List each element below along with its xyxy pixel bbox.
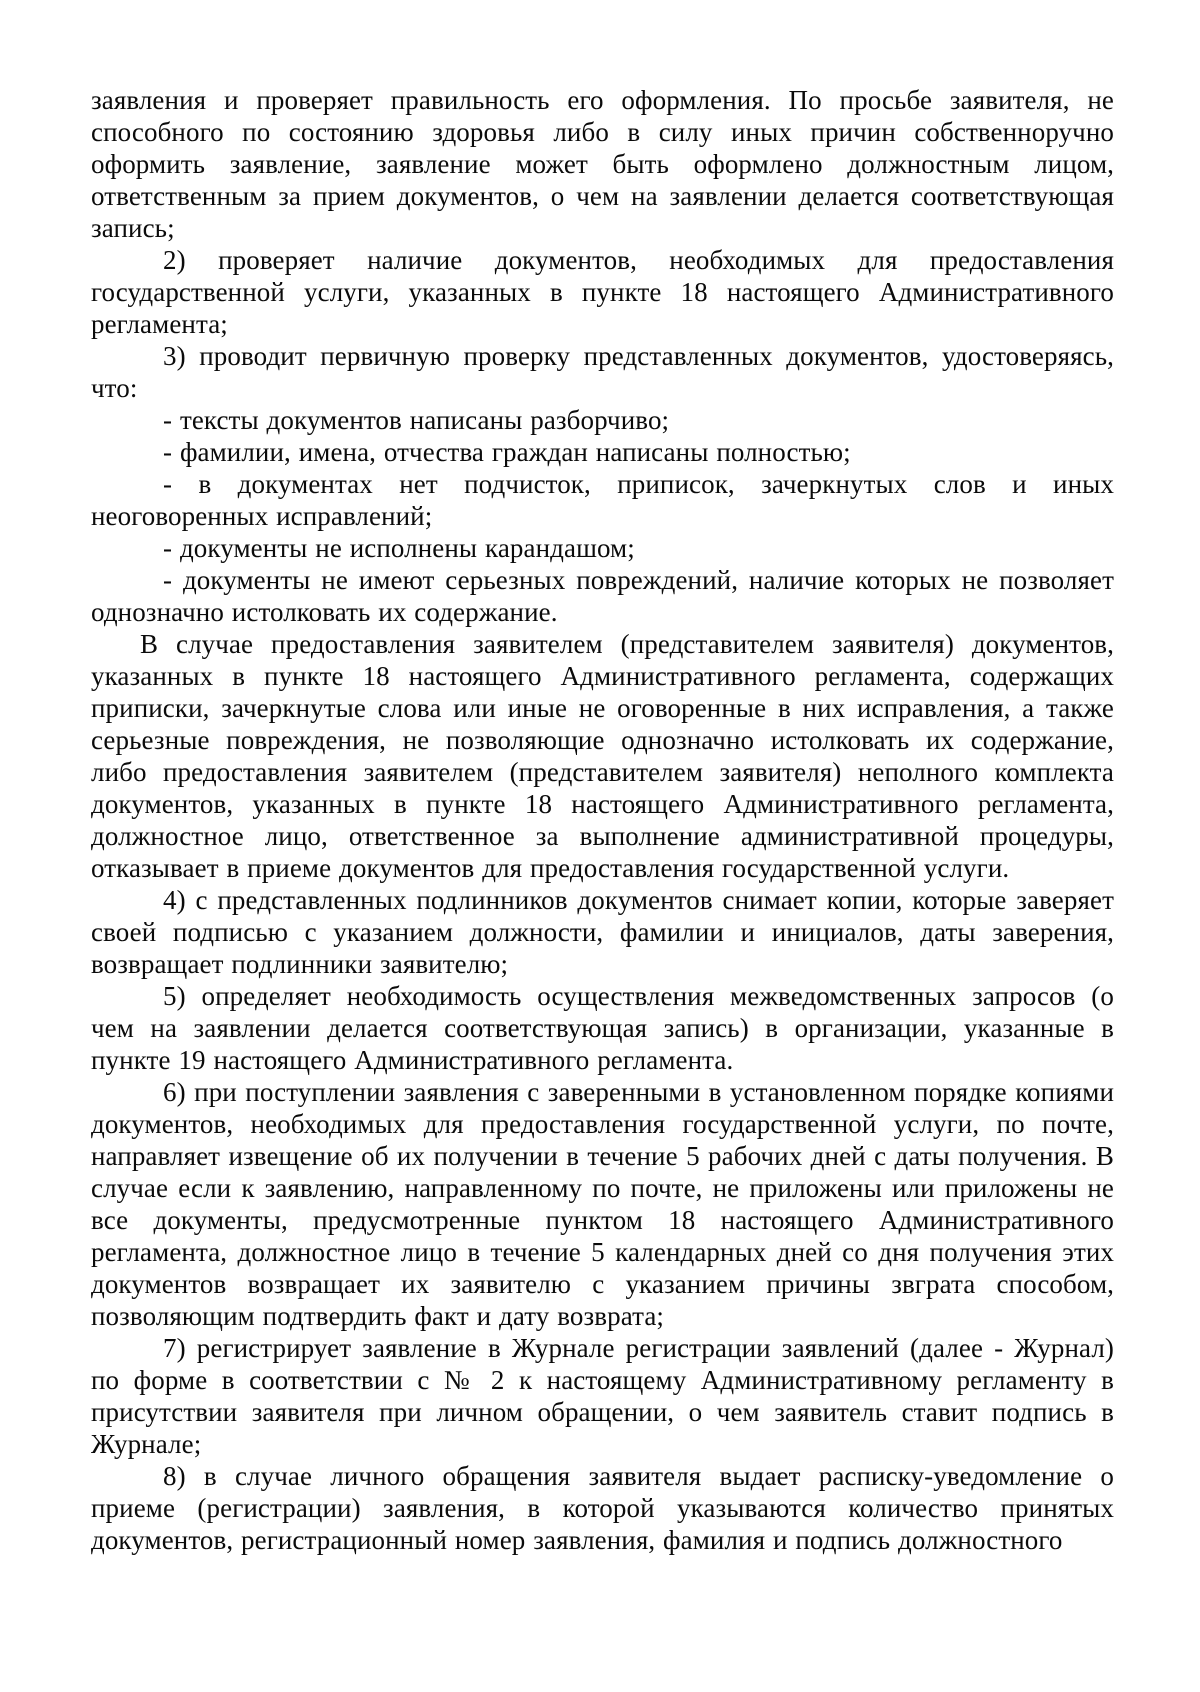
paragraph-item-4: 4) с представленных подлинников документов снимает копии, которые заверяет своей подписью с указанием должности, фамилии и инициалов, даты заверения, возвращает подлинники заявителю; <box>91 885 1114 979</box>
paragraph-item-5: 5) определяет необходимость осуществления межведомственных запросов (о чем на заявлении делается соответствующая запись) в организации, указанные в пункте 19 настоящего Административного регламента. <box>91 981 1114 1075</box>
list-item-no-corrections: - в документах нет подчисток, приписок, зачеркнутых слов и иных неоговоренных исправлений; <box>91 469 1114 531</box>
paragraph-item-3: 3) проводит первичную проверку представленных документов, удостоверяясь, что: <box>91 341 1114 403</box>
list-item-legible: - тексты документов написаны разборчиво; <box>163 405 670 435</box>
paragraph-item-7: 7) регистрирует заявление в Журнале регистрации заявлений (далее - Журнал) по форме в соответствии с № 2 к настоящему Административному регламенту в присутствии заявителя при личном обращении, о чем заявитель ставит подпись в Журнале; <box>91 1333 1114 1459</box>
list-item-no-damage: - документы не имеют серьезных повреждений, наличие которых не позволяет однозначно истолковать их содержание. <box>91 565 1114 627</box>
paragraph-refusal: В случае предоставления заявителем (представителем заявителя) документов, указанных в пункте 18 настоящего Административного регламента, содержащих приписки, зачеркнутые слова или иные не оговоренные в них исправления, а также серьезные повреждения, не позволяющие однозначно истолковать их содержание, либо предоставления заявителем (представителем заявителя) неполного комплекта документов, указанных в пункте 18 настоящего Административного регламента, должностное лицо, ответственное за выполнение административной процедуры, отказывает в приеме документов для предоставления государственной услуги. <box>91 629 1114 883</box>
paragraph-item-8: 8) в случае личного обращения заявителя выдает расписку-уведомление о приеме (регистрации) заявления, в которой указываются количество принятых документов, регистрационный номер заявления, фамилия и подпись должностного <box>91 1461 1114 1555</box>
paragraph-item-2: 2) проверяет наличие документов, необходимых для предоставления государственной услуги, указанных в пункте 18 настоящего Административного регламента; <box>91 245 1114 339</box>
list-item-not-pencil: - документы не исполнены карандашом; <box>163 533 635 563</box>
paragraph-application-check: заявления и проверяет правильность его оформления. По просьбе заявителя, не способного по состоянию здоровья либо в силу иных причин собственноручно оформить заявление, заявление может быть оформлено должностным лицом, ответственным за прием документов, о чем на заявлении делается соответствующая запись; <box>91 85 1114 243</box>
paragraph-item-6: 6) при поступлении заявления с заверенными в установленном порядке копиями документов, необходимых для предоставления государственной услуги, по почте, направляет извещение об их получении в течение 5 рабочих дней с даты получения. В случае если к заявлению, направленному по почте, не приложены или приложены не все документы, предусмотренные пунктом 18 настоящего Административного регламента, должностное лицо в течение 5 календарных дней со дня получения этих документов возвращает их заявителю с указанием причины звграта способом, позволяющим подтвердить факт и дату возврата; <box>91 1077 1114 1331</box>
list-item-full-names: - фамилии, имена, отчества граждан написаны полностью; <box>163 437 851 467</box>
